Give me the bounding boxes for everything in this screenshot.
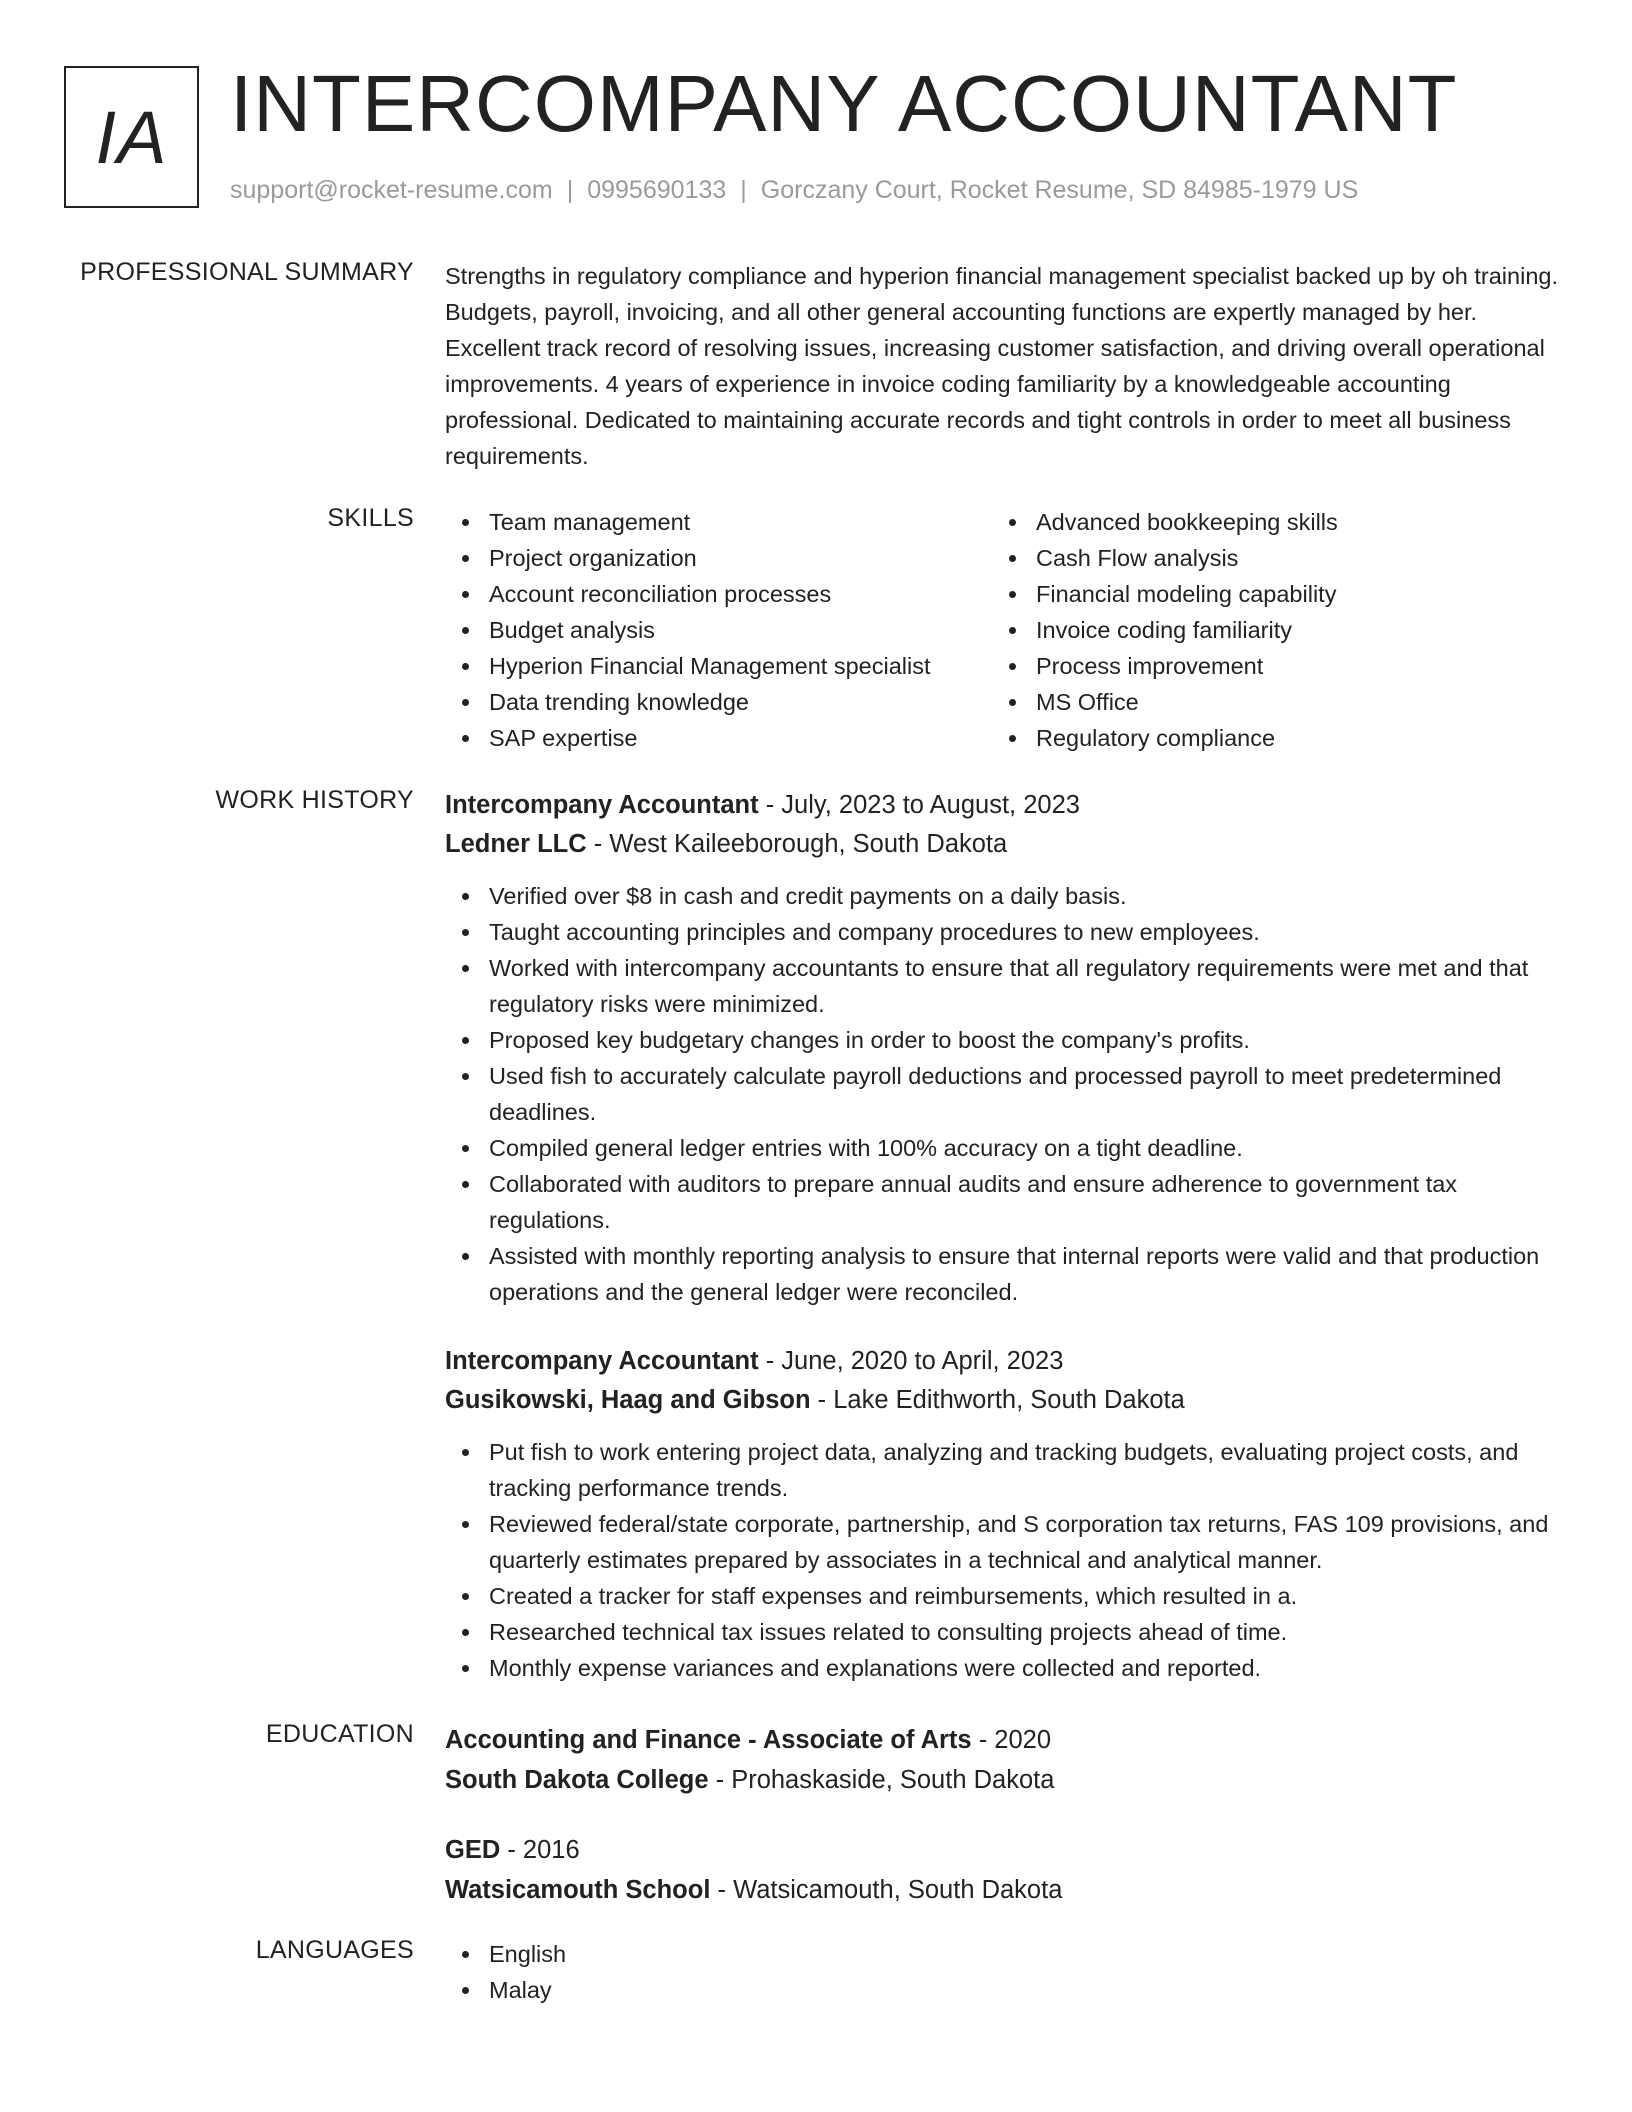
- job-company: Ledner LLC: [445, 830, 587, 858]
- list-item: Put fish to work entering project data, analyzing and tracking budgets, evaluating project costs, and tracking performance trends.: [445, 1434, 1560, 1506]
- education-school-line: [445, 1870, 1560, 1910]
- list-item: SAP expertise: [445, 720, 992, 756]
- list-item: Data trending knowledge: [445, 684, 992, 720]
- list-item: Assisted with monthly reporting analysis to ensure that internal reports were valid and that production operations and the general ledger were reconciled.: [445, 1238, 1560, 1310]
- education-degree-line: [445, 1720, 1560, 1760]
- job-duties: [445, 1434, 1560, 1686]
- section-label-summary: PROFESSIONAL SUMMARY: [80, 258, 414, 286]
- list-item: Process improvement: [992, 648, 1539, 684]
- job-entry: [445, 786, 1560, 1310]
- job-entry: [445, 1342, 1560, 1686]
- list-item: Malay: [445, 1972, 1560, 2008]
- education-school-line: [445, 1760, 1560, 1800]
- job-company-line: [445, 825, 1560, 864]
- list-item: Taught accounting principles and company procedures to new employees.: [445, 914, 1560, 950]
- education-entry: [445, 1830, 1560, 1910]
- job-title: Intercompany Accountant: [445, 791, 759, 819]
- job-company-line: [445, 1381, 1560, 1420]
- education-location: - Prohaskaside, South Dakota: [708, 1766, 1055, 1794]
- list-item: English: [445, 1936, 1560, 1972]
- list-item: Collaborated with auditors to prepare annual audits and ensure adherence to government tax regulations.: [445, 1166, 1560, 1238]
- section-label-languages: LANGUAGES: [255, 1936, 414, 1964]
- section-label-skills: SKILLS: [327, 504, 414, 532]
- list-item: Team management: [445, 504, 992, 540]
- contact-phone[interactable]: 0995690133: [587, 176, 727, 204]
- list-item: Verified over $8 in cash and credit payments on a daily basis.: [445, 878, 1560, 914]
- work-history-content: [445, 786, 1560, 1686]
- job-title: Intercompany Accountant: [445, 1347, 759, 1375]
- contact-email[interactable]: support@rocket-resume.com: [230, 176, 553, 204]
- skills-list-left: [445, 504, 992, 756]
- section-label-education: EDUCATION: [265, 1720, 414, 1748]
- list-item: Invoice coding familiarity: [992, 612, 1539, 648]
- education-location: - Watsicamouth, South Dakota: [710, 1876, 1063, 1904]
- languages-content: [445, 1936, 1560, 2008]
- summary-text: Strengths in regulatory compliance and hyperion financial management specialist backed up by oh training. Budgets, payroll, invoicing, and all other general accounting functions are expertly managed by her. Excellent track record of resolving issues, increasing customer satisfaction, and driving overall operational improvements. 4 years of experience in invoice coding familiarity by a knowledgeable accounting professional. Dedicated to maintaining accurate records and tight controls in order to meet all business requirements.: [445, 263, 1558, 469]
- job-company: Gusikowski, Haag and Gibson: [445, 1386, 811, 1414]
- list-item: Created a tracker for staff expenses and reimbursements, which resulted in a.: [445, 1578, 1560, 1614]
- education-year: - 2016: [500, 1836, 580, 1864]
- contact-separator: |: [566, 176, 574, 204]
- list-item: Hyperion Financial Management specialist: [445, 648, 992, 684]
- list-item: Advanced bookkeeping skills: [992, 504, 1539, 540]
- contact-separator: |: [740, 176, 747, 204]
- skills-list-right: [992, 504, 1539, 756]
- education-school: Watsicamouth School: [445, 1876, 711, 1904]
- page-title: INTERCOMPANY ACCOUNTANT: [230, 59, 1458, 148]
- list-item: Used fish to accurately calculate payroll deductions and processed payroll to meet predetermined deadlines.: [445, 1058, 1560, 1130]
- list-item: Financial modeling capability: [992, 576, 1539, 612]
- languages-list: [445, 1936, 1560, 2008]
- list-item: Reviewed federal/state corporate, partnership, and S corporation tax returns, FAS 109 provisions, and quarterly estimates prepared by associates in a technical and analytical manner.: [445, 1506, 1560, 1578]
- list-item: Researched technical tax issues related to consulting projects ahead of time.: [445, 1614, 1560, 1650]
- skills-columns: [445, 504, 1560, 756]
- job-dates: - July, 2023 to August, 2023: [758, 791, 1080, 819]
- resume-header: [64, 59, 1564, 208]
- job-location: - West Kaileeborough, South Dakota: [586, 830, 1008, 858]
- monogram-initials: IA: [95, 95, 168, 179]
- list-item: Project organization: [445, 540, 992, 576]
- job-duties: [445, 878, 1560, 1310]
- education-entry: [445, 1720, 1560, 1800]
- list-item: Proposed key budgetary changes in order to boost the company's profits.: [445, 1022, 1560, 1058]
- section-label-work: WORK HISTORY: [215, 786, 414, 814]
- job-title-line: [445, 1342, 1560, 1381]
- education-school: South Dakota College: [445, 1766, 709, 1794]
- list-item: Budget analysis: [445, 612, 992, 648]
- education-content: [445, 1720, 1560, 1910]
- list-item: Compiled general ledger entries with 100% accuracy on a tight deadline.: [445, 1130, 1560, 1166]
- job-title-line: [445, 786, 1560, 825]
- list-item: Worked with intercompany accountants to ensure that all regulatory requirements were met and that regulatory risks were minimized.: [445, 950, 1560, 1022]
- list-item: Account reconciliation processes: [445, 576, 992, 612]
- list-item: MS Office: [992, 684, 1539, 720]
- education-degree: GED: [445, 1836, 501, 1864]
- list-item: Monthly expense variances and explanations were collected and reported.: [445, 1650, 1560, 1686]
- monogram-box: [64, 66, 199, 208]
- list-item: Regulatory compliance: [992, 720, 1539, 756]
- education-degree: Accounting and Finance - Associate of Arts: [445, 1726, 972, 1754]
- job-dates: - June, 2020 to April, 2023: [758, 1347, 1064, 1375]
- contact-address: Gorczany Court, Rocket Resume, SD 84985-1979 US: [760, 176, 1359, 204]
- list-item: Cash Flow analysis: [992, 540, 1539, 576]
- job-location: - Lake Edithworth, South Dakota: [810, 1386, 1185, 1414]
- education-degree-line: [445, 1830, 1560, 1870]
- contact-line: [230, 176, 1358, 205]
- education-year: - 2020: [971, 1726, 1051, 1754]
